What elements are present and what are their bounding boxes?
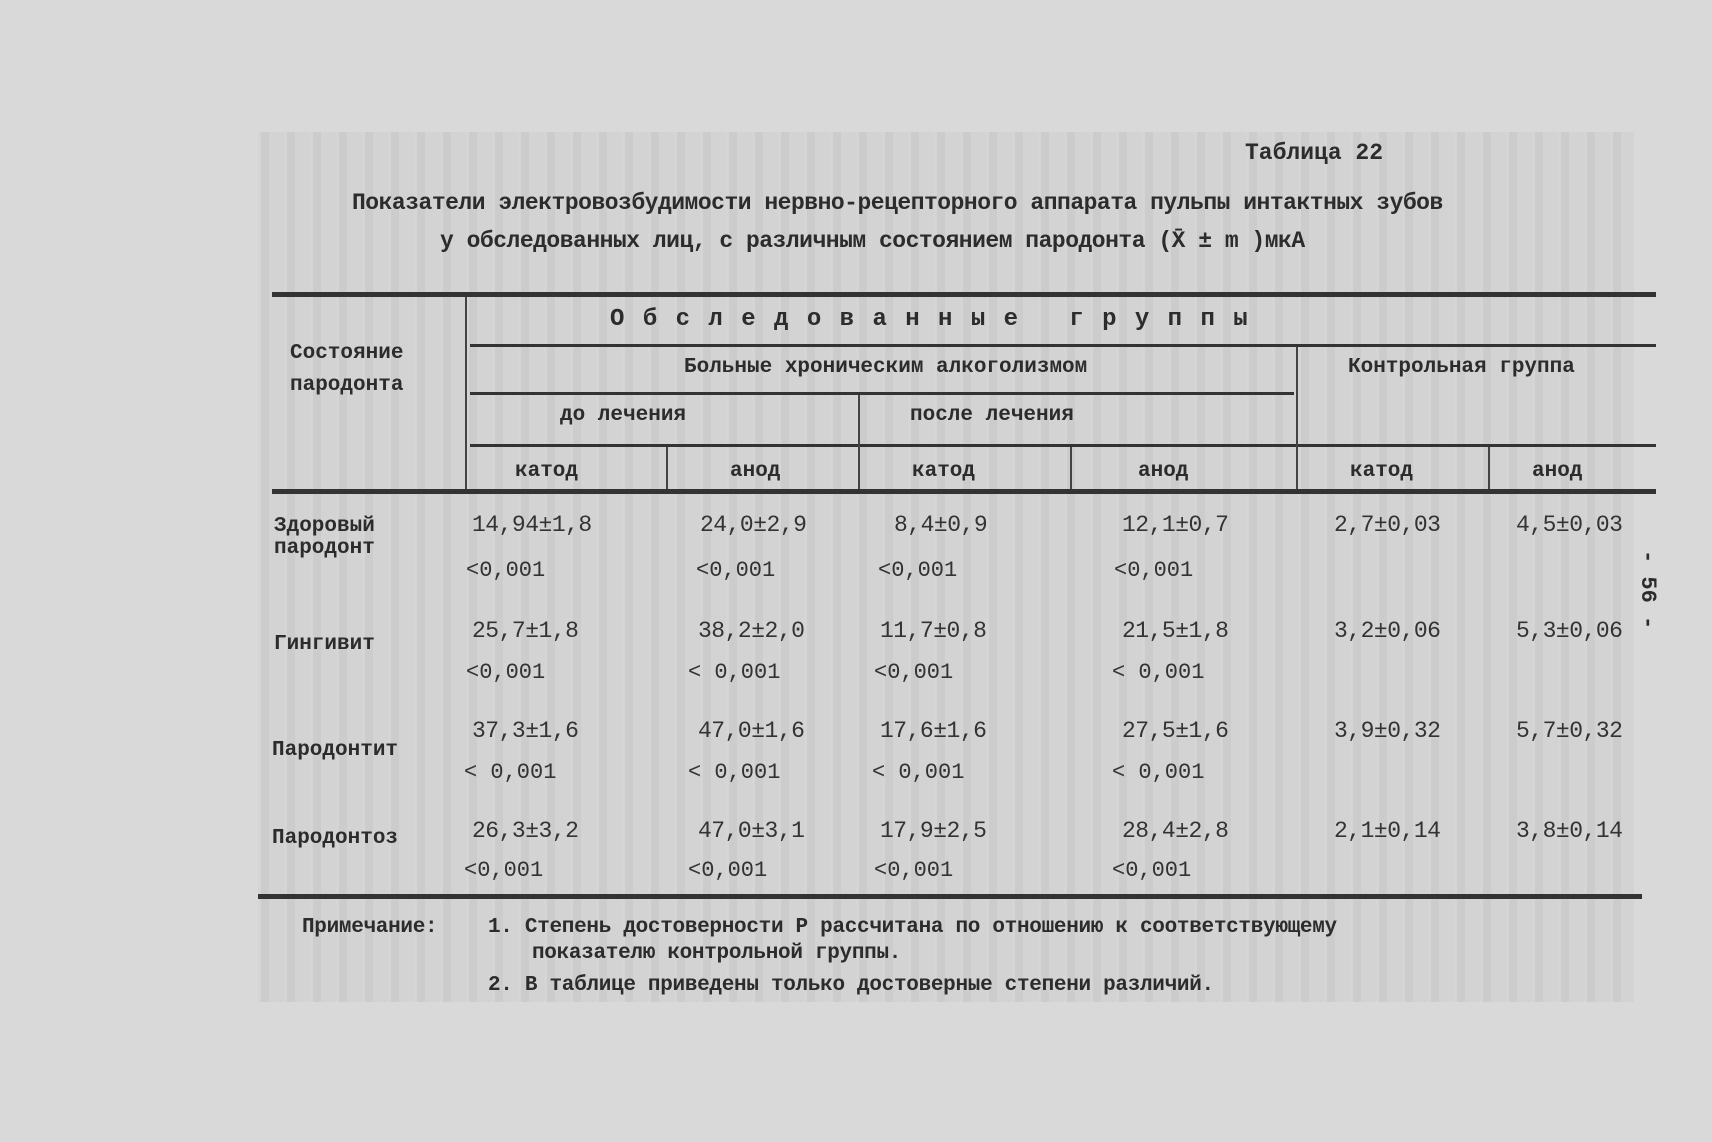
table-cell: 8,4±0,9: [894, 512, 988, 538]
anode-header-before: анод: [730, 460, 781, 483]
table-cell: 11,7±0,8: [880, 618, 987, 644]
col-divider-control: [1296, 347, 1298, 489]
table-cell: 47,0±1,6: [698, 718, 805, 744]
note-line1: 1. Степень достоверности Р рассчитана по отношению к соответствующему: [488, 916, 1337, 939]
note-line1-cont: показателю контрольной группы.: [532, 942, 902, 965]
table-cell: 3,2±0,06: [1334, 618, 1441, 644]
table-cell: 28,4±2,8: [1122, 818, 1229, 844]
table-cell: 4,5±0,03: [1516, 512, 1623, 538]
table-cell: 12,1±0,7: [1122, 512, 1229, 538]
rule-under-header: [272, 489, 1656, 494]
table-cell: 5,3±0,06: [1516, 618, 1623, 644]
table-cell: 25,7±1,8: [472, 618, 579, 644]
col-divider-before-after: [858, 395, 860, 489]
patients-header: Больные хроническим алкоголизмом: [684, 356, 1088, 379]
col-divider-state: [465, 297, 467, 489]
table-title-line1: Показатели электровозбудимости нервно-рецепторного аппарата пульпы интактных зубов: [352, 190, 1443, 216]
p-value: <0,001: [696, 558, 776, 583]
row-label-cont: пародонт: [274, 537, 375, 560]
rule-under-patients: [470, 392, 1294, 395]
p-value: < 0,001: [872, 760, 965, 785]
p-value: < 0,001: [464, 760, 557, 785]
table-cell: 2,7±0,03: [1334, 512, 1441, 538]
table-cell: 14,94±1,8: [472, 512, 592, 538]
table-cell: 38,2±2,0: [698, 618, 805, 644]
p-value: <0,001: [688, 858, 768, 883]
p-value: < 0,001: [1112, 760, 1205, 785]
anode-header-after: анод: [1138, 460, 1189, 483]
rule-under-groups: [470, 344, 1656, 347]
cathode-header-before: катод: [515, 460, 579, 483]
table-cell: 17,6±1,6: [880, 718, 987, 744]
p-value: <0,001: [1114, 558, 1194, 583]
table-cell: 24,0±2,9: [700, 512, 807, 538]
note-label: Примечание:: [302, 916, 438, 939]
col-divider-5: [1488, 447, 1490, 489]
p-value: <0,001: [878, 558, 958, 583]
table-cell: 3,9±0,32: [1334, 718, 1441, 744]
rule-under-treatment: [470, 444, 1656, 447]
table-cell: 5,7±0,32: [1516, 718, 1623, 744]
p-value: < 0,001: [688, 760, 781, 785]
p-value: <0,001: [874, 858, 954, 883]
cathode-header-control: катод: [1350, 460, 1414, 483]
before-treatment-header: до лечения: [560, 404, 687, 427]
table-cell: 21,5±1,8: [1122, 618, 1229, 644]
table-bottom-rule: [258, 894, 1642, 899]
after-treatment-header: после лечения: [910, 404, 1074, 427]
table-cell: 37,3±1,6: [472, 718, 579, 744]
table-number: Таблица 22: [1245, 140, 1384, 166]
row-label: Пародонтит: [272, 739, 399, 762]
p-value: < 0,001: [688, 660, 781, 685]
row-label: Гингивит: [274, 633, 375, 656]
col-divider-3: [1070, 447, 1072, 489]
state-header-line2: пародонта: [290, 374, 404, 397]
table-cell: 27,5±1,6: [1122, 718, 1229, 744]
note-line2: 2. В таблице приведены только достоверные степени различий.: [488, 974, 1214, 997]
p-value: <0,001: [466, 558, 546, 583]
table-cell: 3,8±0,14: [1516, 818, 1623, 844]
table-cell: 26,3±3,2: [472, 818, 579, 844]
p-value: <0,001: [874, 660, 954, 685]
p-value: <0,001: [464, 858, 544, 883]
control-header: Контрольная группа: [1348, 356, 1575, 379]
row-label: Здоровый: [274, 515, 375, 538]
table-cell: 47,0±3,1: [698, 818, 805, 844]
p-value: <0,001: [466, 660, 546, 685]
table-cell: 17,9±2,5: [880, 818, 987, 844]
page-number: - 56 -: [1635, 550, 1660, 630]
row-label: Пародонтоз: [272, 827, 399, 850]
p-value: < 0,001: [1112, 660, 1205, 685]
anode-header-control: анод: [1532, 460, 1583, 483]
cathode-header-after: катод: [912, 460, 976, 483]
state-header-line1: Состояние: [290, 342, 404, 365]
col-divider-1: [666, 447, 668, 489]
table-cell: 2,1±0,14: [1334, 818, 1441, 844]
p-value: <0,001: [1112, 858, 1192, 883]
table-top-rule: [272, 292, 1656, 297]
table-title-line2: у обследованных лиц, с различным состоянием пародонта (X̄ ± m )мкА: [440, 228, 1305, 254]
groups-header: О б с л е д о в а н н ы е г р у п п ы: [610, 306, 1250, 333]
